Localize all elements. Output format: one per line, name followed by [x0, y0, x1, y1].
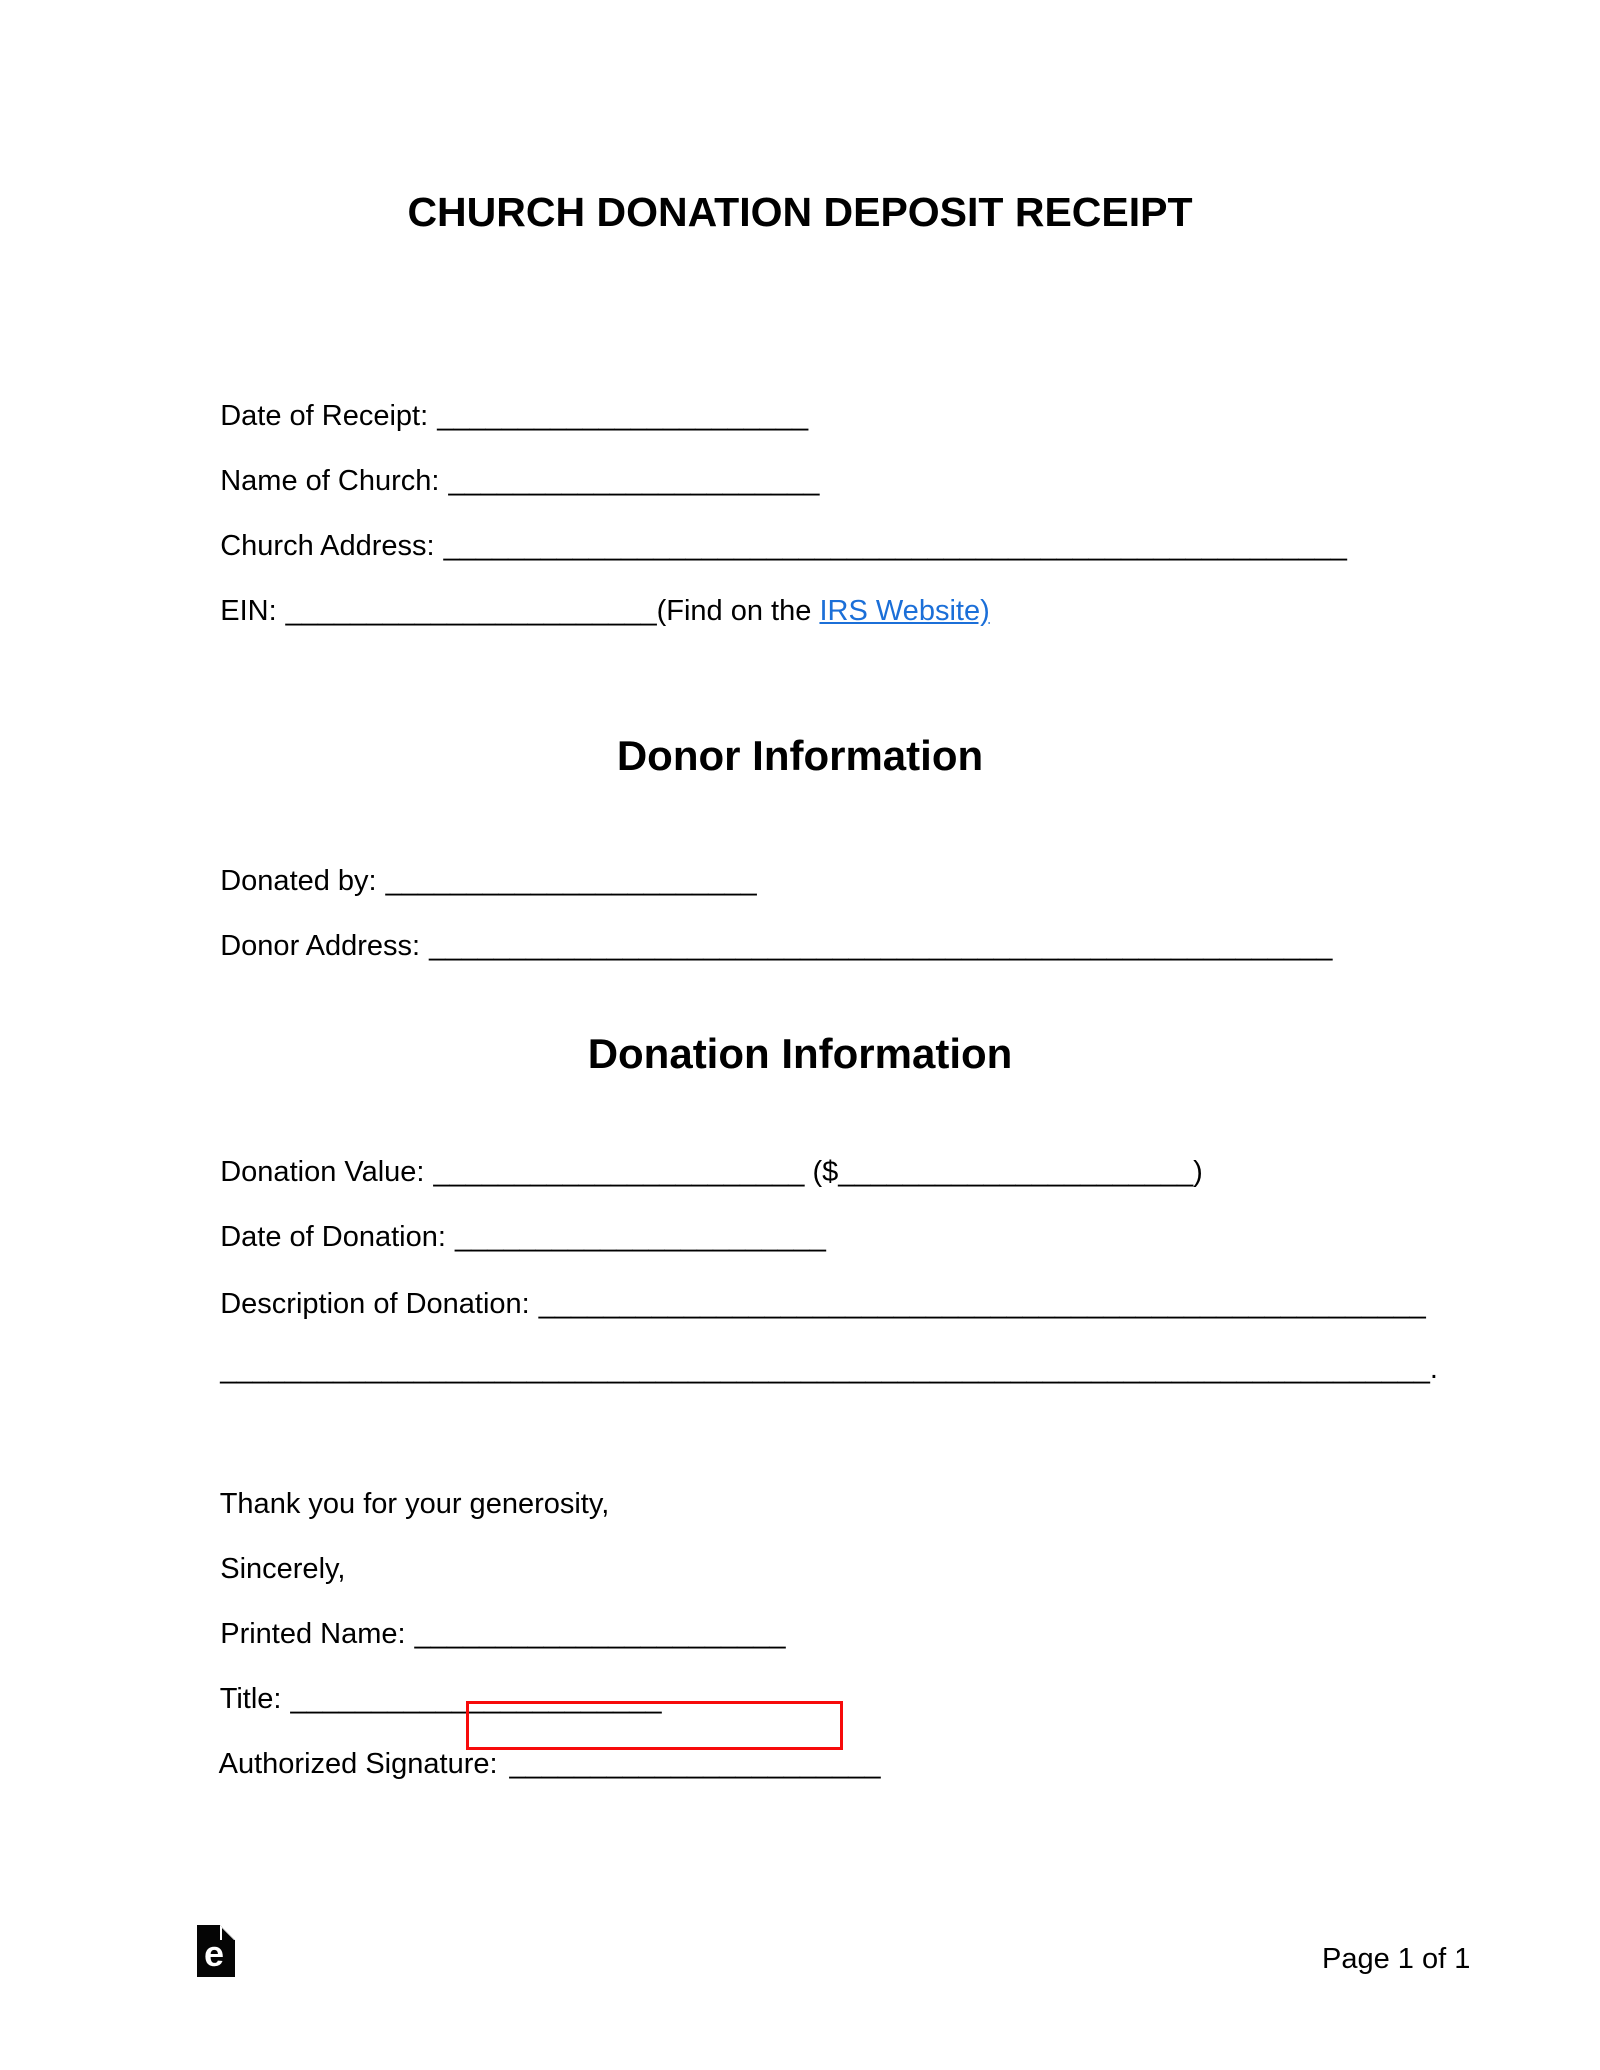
document-title: CHURCH DONATION DEPOSIT RECEIPT [407, 189, 1193, 235]
date-of-receipt-label: Date of Receipt: [220, 400, 429, 432]
donation-value-label: Donation Value: [220, 1156, 425, 1188]
sincerely-text: Sincerely, [220, 1553, 346, 1585]
church-address-label: Church Address: [220, 530, 435, 562]
donor-information-heading: Donor Information [616, 732, 984, 779]
description-continuation-blank: ___________________________________________________________________________. [220, 1353, 1438, 1385]
description-of-donation-label: Description of Donation: [220, 1288, 530, 1320]
title-line-blank: _______________________ [290, 1683, 662, 1715]
name-of-church-label: Name of Church: [220, 465, 440, 497]
donation-value-paren-close: ) [1193, 1156, 1203, 1188]
ein-blank: _______________________ [285, 595, 657, 627]
date-of-donation-blank: _______________________ [454, 1221, 826, 1253]
description-of-donation-blank: _______________________________________________________ [538, 1288, 1426, 1320]
donated-by-blank: _______________________ [385, 865, 757, 897]
authorized-signature-label: Authorized Signature: [218, 1748, 498, 1780]
irs-website-link[interactable]: IRS Website) [819, 595, 990, 627]
ein-find-text: (Find on the [656, 595, 820, 627]
title-line-label: Title: [219, 1683, 282, 1715]
description-continuation-row [188, 1318, 1438, 1420]
donor-address-row [188, 895, 1332, 997]
name-of-church-blank: _______________________ [448, 465, 820, 497]
thank-you-text: Thank you for your generosity, [219, 1488, 610, 1520]
donated-by-label: Donated by: [220, 865, 377, 897]
date-of-donation-label: Date of Donation: [220, 1221, 446, 1253]
donation-value-paren-open: ($ [804, 1156, 839, 1188]
date-of-receipt-blank: _______________________ [437, 400, 809, 432]
printed-name-blank: _______________________ [414, 1618, 786, 1650]
ein-label: EIN: [220, 595, 277, 627]
svg-text:e: e [203, 1933, 225, 1974]
donation-value-written-blank: _______________________ [433, 1156, 805, 1188]
ein-row [188, 560, 990, 662]
donation-value-numeric-blank: ______________________ [838, 1156, 1194, 1188]
eforms-logo-icon [197, 1925, 235, 1977]
signature-field-box[interactable] [466, 1701, 843, 1750]
printed-name-label: Printed Name: [220, 1618, 406, 1650]
church-address-blank: ________________________________________________________ [443, 530, 1347, 562]
authorized-signature-blank: _______________________ [509, 1748, 881, 1780]
donor-address-label: Donor Address: [220, 930, 421, 962]
page-number: Page 1 of 1 [1322, 1943, 1471, 1975]
donor-address-blank: ________________________________________________________ [429, 930, 1333, 962]
donation-information-heading: Donation Information [587, 1030, 1013, 1077]
